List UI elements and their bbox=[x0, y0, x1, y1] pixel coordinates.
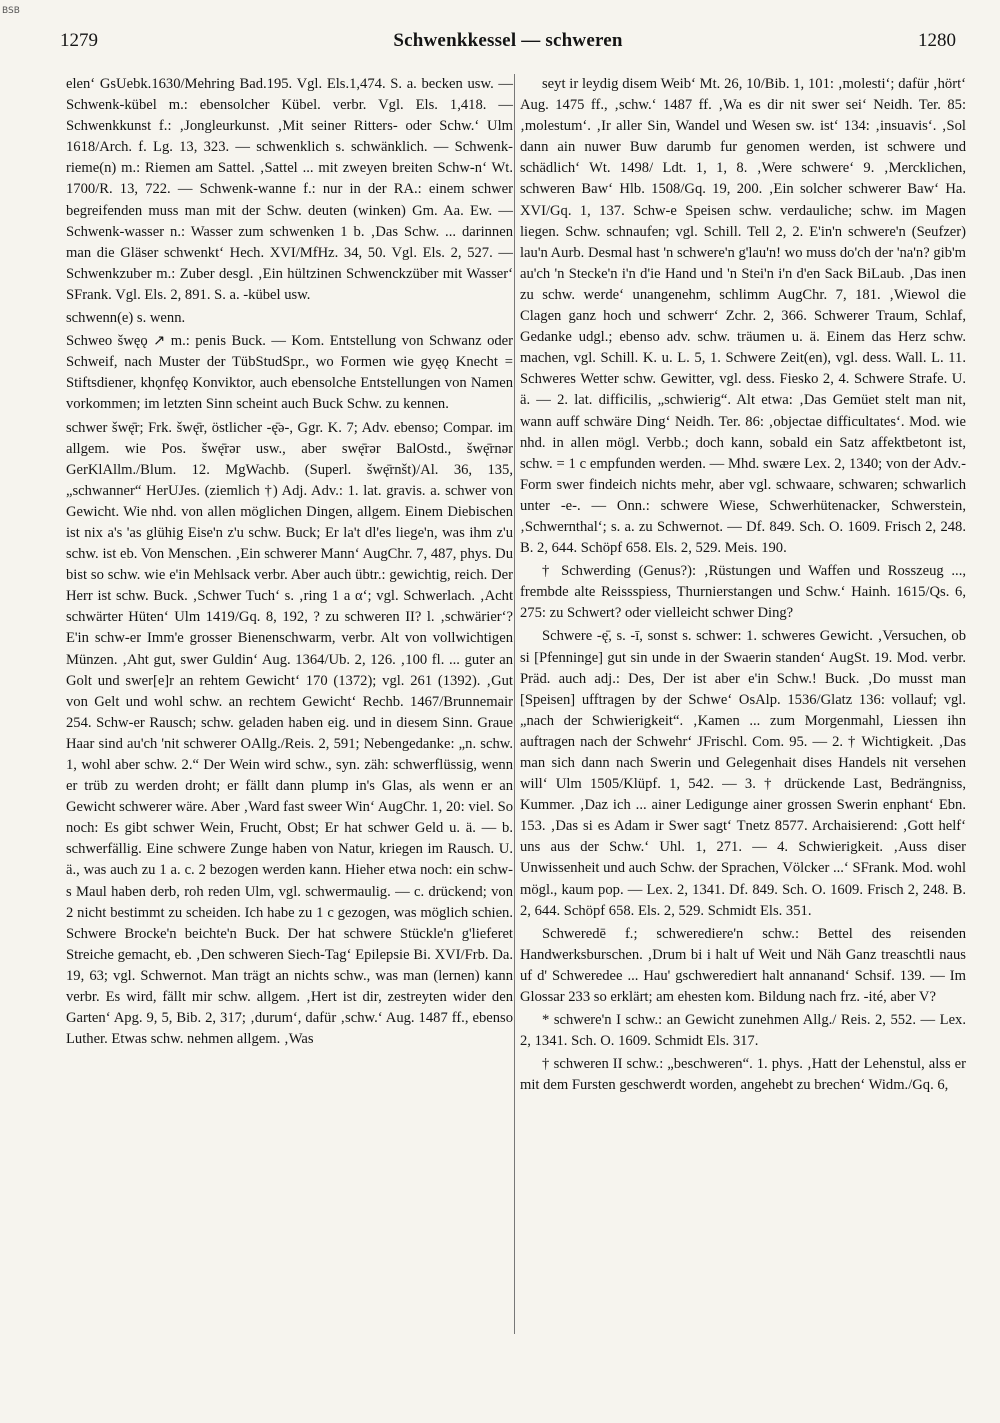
right-column bbox=[520, 74, 966, 1099]
dictionary-entry: Schwere -ę̄, s. -ī, sonst s. schwer: 1. schweres Gewicht. ‚Versuchen, ob si [Pfenninge] gut sin unde in der Swaerin standen‘ AugSt. 19. Mod. verbr. Präd. auch adj.: Des, Der ist aber e'in Schw.! Buck. ‚Do musst man [Speisen] ufftragen by der Schwe‘ OsAlp. 1536/Glatz 136: vollauf; vgl. „nach der Schwierigkeit“. ‚Kamen ... zum Morgenmahl, Liessen ihn auftragen nach der Schwehr‘ JFrischl. Com. 95. — 2. † Wichtigkeit. ‚Das man sich dann nach Swerin und Gelegenhait dises Handels nit versehen will‘ Ulm 1505/Klüpf. 1, 542. — 3. † drückende Last, Bedrängniss, Kummer. ‚Daz ich ... ainer Ledigunge ainer grossen Swerin enphant‘ Ebn. 153. ‚Das si es Adam ir Swer sagt‘ Tnetz 8577. Archaisierend: ‚Gott helf‘ uns aus der Schw.‘ Uhl. 1, 271. — 4. Schwierigkeit. ‚Auss diser Unwissenheit und auch Schw. der Sprachen, Völcker ...‘ SFrank. Mod. wohl mögl., kaum pop. — Lex. 2, 1341. Df. 849. Sch. O. 1609. Frisch 2, 248. B. 2, 644. Schöpf 658. Els. 2, 529. Schmidt Els. 351. bbox=[520, 628, 966, 919]
dictionary-entry: † schweren II schw.: „beschweren“. 1. phys. ‚Hatt der Lehenstul, alss er mit dem Fursten geschwerdt worden, angehebt zu brechen‘ Widm./Gq. 6, bbox=[520, 1056, 966, 1094]
dictionary-entry: * schwere'n I schw.: an Gewicht zunehmen Allg./ Reis. 2, 552. — Lex. 2, 1341. Sch. O. 1609. Schmidt Els. 317. bbox=[520, 1012, 966, 1050]
left-page-number: 1279 bbox=[60, 30, 98, 51]
dictionary-entry: seyt ir leydig disem Weib‘ Mt. 26, 10/Bib. 1, 101: ‚molesti‘; dafür ‚hört‘ Aug. 1475 ff., ‚schw.‘ 1487 ff. ‚Wa es dir nit swer sei‘ Neidh. Ter. 85: ‚molestum‘. ‚Ir aller Sin, Wandel und Wesen sw. ist‘ 134: ‚insuavis‘. ‚Sol dann ain nuwer Buw darumb fur genomen werden, ist schwere und schädlich‘ Wt. 1498/ Ldt. 1, 1, 8. ‚Were schwere‘ 9. ‚Mercklichen, schweren Baw‘ Hlb. 1508/Gq. 19, 200. ‚Ein solcher schwerer Baw‘ Ha. XVI/Gq. 1, 137. Schw-e Speisen schw. verdauliche; schw. im Magen liegen. Schw. schnaufen; vgl. Schill. Tell 2, 2. E'in'n schwere'n (Seufzer) lau'n Aurb. Desmal hast 'n schwere'n g'lau'n! wo muss do'ch der 'na'n? gib'm au'ch 'n Stecke'n i'n d'ie Hand und 'n Stei'n i'n d'en Sack BiLaub. ‚Das inen zu schw. werde‘ unangenehm, schlimm AugChr. 7, 181. ‚Wiewol die Clagen ganz hoch und schwerr‘ Zchr. 2, 366. Schwerer Traum, Schlaf, Gedanke udgl.; ebenso adv. schw. träumen u. ä. Einem das Herz schw. machen, vgl. Schill. K. u. L. 5, 1. Schwere Zeit(en), vgl. dess. Wall. L. 11. Schweres Wetter schw. Gewitter, vgl. dess. Fiesko 2, 4. Schwere Strafe. U. ä. — 2. lat. difficilis, „schwierig“. Alt etwa: ‚Das Gemüet stelt man nit, wann auff schwäre Ding‘ Neidh. Ter. 86: ‚objectae difficultates‘. Mod. wie nhd. in allen mögl. Verbb.; doch kann, sobald ein Satz affektbetont ist, schw. = 1 c empfunden werden. — Mhd. swære Lex. 2, 1340; von der Adv.-Form swer findeich nichts mehr, aber vgl. schwaare, schwaren; schwarlich unter -e-. — Onn.: schwere Wiese, Schwerhütenacker, Schwerstein, ‚Schwernthal‘; s. a. zu Schwernot. — Df. 849. Sch. O. 1609. Frisch 2, 248. B. 2, 644. Schöpf 658. Els. 2, 529. Meis. 190. bbox=[520, 76, 966, 557]
dictionary-entry: † Schwerding (Genus?): ‚Rüstungen und Waffen und Rosszeug ..., frembde alte Reissspiess, Thurnierstangen und Schw.‘ Hainh. 1615/Qs. 6, 275: zu Schwert? oder vielleicht schwer Ding? bbox=[520, 563, 966, 622]
dictionary-entry: schwer šwę̄r; Frk. šwę̄r, östlicher -ę̄ə-, Ggr. K. 7; Adv. ebenso; Compar. im allgem. wie Pos. šwę̄rər usw., aber swę̄rər BalOstd., šwę̄rnər GerKlAllm./Blum. 12. MgWachb. (Superl. šwę̄rnšt)/Al. 36, 135, „schwanner“ HerUJes. (ziemlich †) Adj. Adv.: 1. lat. gravis. a. schwer von Gewicht. Wie nhd. von allen möglichen Dingen, allgem. Einem Diebischen ist nix a's 'as glühig Eise'n z'u schw. Buck; Er la't dl'es liege'n, was ihm z'u schw. ist eb. Von Menschen. ‚Ein schwerer Mann‘ AugChr. 7, 487, phys. Du bist so schw. wie e'in Mehlsack verbr. Aber auch übtr.: gewichtig, reich. Der Herr ist schw. Buck. ‚Schwer Tuch‘ s. ‚ring 1 a α‘; vgl. Schwerlach. ‚Acht schwärter Hüten‘ Ulm 1419/Gq. 8, 192, ? zu schweren II? l. ‚schwärier‘? E'in schw-er Imm'e grosser Bienenschwarm, verbr. Alt von vollwichtigen Münzen. ‚Aht gut, swer Guldin‘ Aug. 1364/Ub. 2, 126. ‚100 fl. ... guter an Golt und swer[e]r an rehtem Gewicht‘ 170 (1372); vgl. 261 (1392). ‚Gut von Gelt und wohl schw. an rechtem Gewicht‘ Rechb. 1467/Brunnemair 254. Schw-er Rausch; schw. geladen haben eig. und in diesem Sinn. Graue Haar sind au'ch 'nit schwerer OAllg./Reis. 2, 591; Nebengedanke: „n. schw. 1, wohl aber schw. 2.“ Der Wein wird schw., syn. zäh: schwerflüssig, wenn er trüb zu werden droht; er fällt dann plump in's Glas, als wenn er an Gewicht schwerer wäre. Aber ‚Ward fast sweer Win‘ AugChr. 1, 20: viel. So noch: Es gibt schwer Wein, Frucht, Obst; Er hat schwer Geld u. ä. — b. schwerfällig. Eine schwere Zunge haben von Natur, kriegen im Rausch. U. ä., was auch zu 1 a. c. 2 bezogen werden kann. Hieher etwa noch: ein schw-s Maul haben derb, roh reden Ulm, vgl. schwermaulig. — c. drückend; von 2 nicht bestimmt zu scheiden. Ich habe zu 1 c gezogen, was möglich schien. Schwere Brocke'n beichte'n Buck. Der hat schwere Stückle'n g'lieferet Streiche gemacht, eb. ‚Den schweren Siech-Tag‘ Epilepsie Bi. XVI/Frb. Da. 19, 63; vgl. Schwernot. Man trägt an nichts schw., was man (lernen) kann verbr. Es wird, fällt mir schw. allgem. ‚Hert ist dir, zestreyten wider den Garten‘ Apg. 9, 5, Bib. 2, 317; ‚durum‘, dafür ‚schw.‘ Aug. 1487 ff., ebenso Luther. Etwas schw. nehmen allgem. ‚Was bbox=[66, 419, 513, 1048]
running-title: Schwenkkessel — schweren bbox=[393, 30, 623, 51]
right-page-number: 1280 bbox=[918, 30, 956, 51]
dictionary-entry: schwenn(e) s. wenn. bbox=[66, 310, 186, 327]
dictionary-entry: elen‘ GsUebk.1630/Mehring Bad.195. Vgl. Els.1,474. S. a. becken usw. — Schwenk-kübel m.: ebensolcher Kübel. verbr. Vgl. Els. 1,418. — Schwenkkunst f.: ‚Jongleurkunst. ‚Mit seiner Ritters- oder Schw.‘ Ulm 1618/Arch. f. Lg. 13, 323. — schwenklich s. schwänklich. — Schwenk-rieme(n) m.: Riemen am Sattel. ‚Sattel ... mit zweyen breiten Schw-n‘ Wt. 1700/R. 13, 722. — Schwenk-wanne f.: nur in der RA.: einem schwer begreifenden muss man mit der Schw. deuten (winken) Gm. Aa. Ew. — Schwenk-wasser n.: Wasser zum schwenken 1 b. ‚Das Schw. ... darinnen man die Gläser schwenkt‘ Hech. XVI/MfHz. 34, 50. Vgl. Els. 2, 527. — Schwenkzuber m.: Zuber desgl. ‚Ein hültzinen Schwenckzüber mit Wasser‘ SFrank. Vgl. Els. 2, 891. S. a. -kübel usw. bbox=[66, 76, 513, 303]
dictionary-entry: Schweredē f.; schwerediere'n schw.: Bettel des reisenden Handwerksburschen. ‚Drum bi i halt uf Weit und Näh Ganz treaschtli naus uf d' Schweredee ... Hau' gschwerediert halt annanand‘ Schsif. 139. — Im Glossar 233 so erklärt; am ehesten kom. Bildung nach frz. -ité, aber V? bbox=[520, 925, 966, 1006]
page-header bbox=[60, 22, 956, 56]
library-stamp: BSB bbox=[2, 6, 20, 16]
dictionary-entry: Schweo šwęǫ ↗ m.: penis Buck. — Kom. Entstellung von Schwanz oder Schweif, nach Muster der TübStudSpr., wo Formen wie gyęǫ Knecht = Stiftsdiener, khǫnfęǫ Konviktor, auch ebensolche Entstellungen von Namen vorkommen; im letzten Sinn scheint auch Buck Schw. zu kennen. bbox=[66, 333, 513, 413]
left-column bbox=[66, 74, 513, 1052]
column-divider bbox=[514, 74, 515, 1334]
